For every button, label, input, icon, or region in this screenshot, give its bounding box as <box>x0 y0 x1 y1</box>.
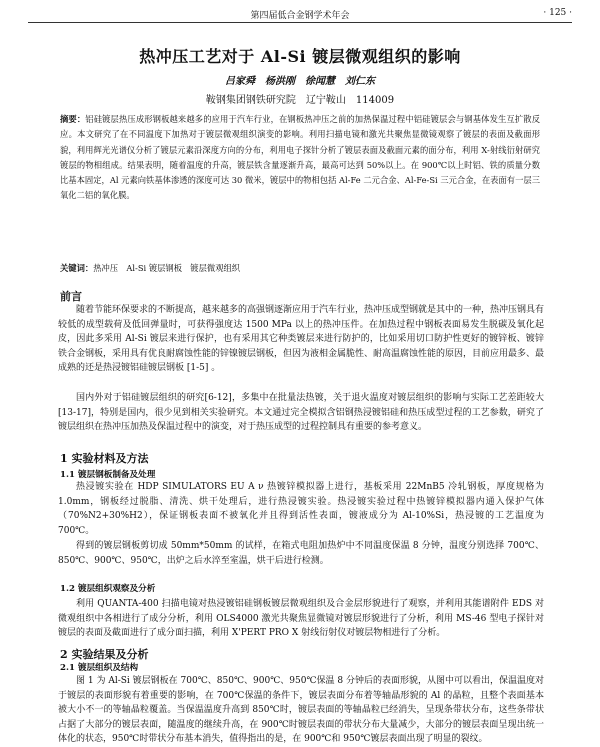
abstract-label: 摘要： <box>60 114 86 124</box>
section-1-1-heading: 1.1 镀层钢板制备及处理 <box>60 470 156 480</box>
section-1-1-paragraph-1: 热浸镀实验在 HDP SIMULATORS EU A ν 热镀锌模拟器上进行，基板采用 22MnB5 冷轧钢板，厚度规格为 1.0mm，钢板经过脱脂、清洗、烘干处理后，进行热浸镀实验。热浸镀实验过程中热镀锌模拟器内通入保护气体（70%N2+30%H2），保证钢板表面不被氧化并且得到活性表面，镀液成分为 Al-10%Si，热浸镀的工艺温度为 700℃。 <box>58 482 544 536</box>
section-2-heading: 2 实验结果及分析 <box>60 648 149 661</box>
preface-paragraph-2: 国内外对于铝硅镀层组织的研究[6-12]，多集中在批量法热镀，关于退火温度对镀层组织的影响与实际工艺差距较大[13-17]，特别是国内，很少见到相关实验研究。本文通过完全模拟含铝钢热浸镀铝硅和热压成型过程的工艺参数，研究了镀层组织在热冲压加热及保温过程中的演变，对于热压成型的过程控制具有重要的参考意义。 <box>58 393 544 433</box>
section-1-1-paragraph-2: 得到的镀层钢板剪切成 50mm*50mm 的试样，在箱式电阻加热炉中不同温度保温 8 分钟，温度分别选择 700℃、850℃、900℃、950℃，出炉之后水淬至室温，烘干后进行检测。 <box>58 541 544 566</box>
abstract-text: 铝硅镀层热压成形钢板越来越多的应用于汽车行业，在钢板热冲压之前的加热保温过程中铝硅镀层会与钢基体发生互扩散反应。本文研究了在不同温度下加热对于镀层微观组织演变的影响。利用扫描电镜和激光共聚焦显微镜观察了镀层的表面及截面形貌，利用辉光光谱仪分析了镀层元素沿深度方向的分布，利用电子探针分析了镀层表面及截面元素的面分布，利用 X-射线衍射研究镀层的物相组成。结果表明，随着温度的升高，镀层铁含量逐渐升高，最高可达到 50%以上。在 900℃以上时铝、铁的质量分数比基本固定，Al 元素向铁基体渗透的深度可达 30 微米，镀层中的物相包括 Al-Fe 二元合金、Al-Fe-Si 三元合金，在表面有一层三氧化二铝的氧化膜。 <box>60 114 540 201</box>
affiliation: 鞍钢集团钢铁研究院 辽宁鞍山 114009 <box>205 95 395 106</box>
running-header <box>28 8 572 23</box>
author-list: 吕家舜 杨洪刚 徐闻慧 刘仁东 <box>225 76 375 87</box>
section-1-2-paragraph-1: 利用 QUANTA-400 扫描电镜对热浸镀铝硅钢板镀层微观组织及合金层形貌进行了观察，并利用其能谱附件 EDS 对微观组织中各相进行了成分分析，利用 OLS4000 激光共聚焦显微镜对镀层形貌进行了分析，利用 MS-46 型电子探针对镀层的表面及截面进行了成分面扫描，利用 X'PERT PRO X 射线衍射仪对镀层物相进行了分析。 <box>58 599 544 639</box>
keywords-text: 热冲压 Al-Si 镀层钢板 镀层微观组织 <box>93 263 241 273</box>
page-number: · 125 · <box>543 8 572 18</box>
preface-heading: 前言 <box>60 290 82 303</box>
conference-name: 第四届低合金钢学术年会 <box>250 11 350 21</box>
section-2-1-paragraph-1: 图 1 为 Al-Si 镀层钢板在 700℃、850℃、900℃、950℃保温 8 分钟后的表面形貌，从图中可以看出，保温温度对于镀层的表面形貌有着重要的影响，在 700℃保温的条件下，镀层表面分布着等轴晶形貌的 Al 的晶粒，且整个表面基本被大小不一的等轴晶粒覆盖。当保温温度升高到 850℃时，镀层表面的等轴晶粒已经消失，呈现条带状分布，这些条带状占据了大部分的镀层表面，随温度的继续升高，在 900℃时镀层表面的带状分布大量减少，大部分的镀层表面呈现出统一体化的状态，950℃时带状分布基本消失，值得指出的是，在 900℃和 950℃镀层表面出现了明显的裂纹。 <box>58 676 544 745</box>
section-1-2-heading: 1.2 镀层组织观察及分析 <box>60 584 156 594</box>
paper-title: 热冲压工艺对于 Al-Si 镀层微观组织的影响 <box>139 47 461 66</box>
preface-paragraph-1: 随着节能环保要求的不断提高，越来越多的高强钢逐渐应用于汽车行业，热冲压成型钢就是其中的一种，热冲压钢具有较低的成型载荷及低回弹量时，可获得强度达 1500 MPa 以上的热冲压件。在加热过程中钢板表面易发生脱碳及氧化起皮，因此多采用 Al-Si 镀层来进行保护，也有采用其它种类镀层来进行防护的，比如采用切口防护性更好的镀锌板、镀锌铁合金钢板，采用具有优良耐腐蚀性能的锌镍镀层钢板，但因为液相金属脆性、耐高温腐蚀性能的原因，目前应用最多、最成熟的还是热浸镀铝硅镀层钢板 [1-5] 。 <box>58 305 545 374</box>
keywords <box>60 262 540 274</box>
section-2-1-heading: 2.1 镀层组织及结构 <box>60 663 139 673</box>
section-1-heading: 1 实验材料及方法 <box>60 452 149 465</box>
keywords-label: 关键词： <box>60 263 94 273</box>
abstract <box>60 112 540 204</box>
